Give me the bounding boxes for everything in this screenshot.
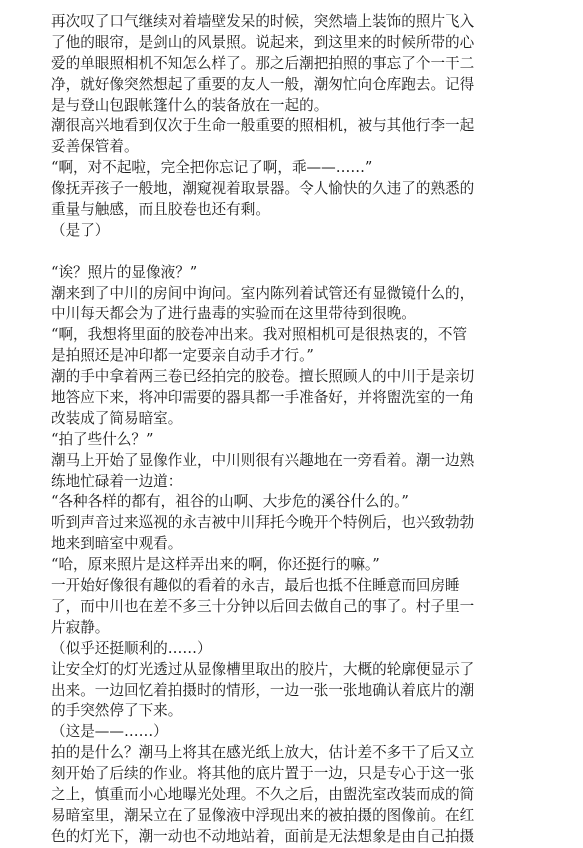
text-line: 易暗室里，潮呆立在了显像液中浮现出来的被拍摄的图像前。在红 xyxy=(51,806,475,824)
document-page xyxy=(51,12,535,848)
text-line: 让安全灯的灯光透过从显像槽里取出的胶片，大概的轮廓便显示了 xyxy=(51,660,475,678)
text-line: 的手突然停了下来。 xyxy=(51,702,183,720)
text-line: 潮来到了中川的房间中询问。室内陈列着试管还有显微镜什么的， xyxy=(51,284,475,302)
text-line: （似乎还挺顺利的……） xyxy=(51,639,212,657)
blank-line xyxy=(51,242,535,263)
text-line: 拍的是什么？潮马上将其在感光纸上放大，估计差不多干了后又立 xyxy=(51,744,475,762)
text-line: 刻开始了后续的作业。将其他的底片置于一边，只是专心于这一张 xyxy=(51,765,475,783)
text-line: “啊，对不起啦，完全把你忘记了啊，乖——……” xyxy=(51,159,373,177)
text-line: 练地忙碌着一边道： xyxy=(51,472,183,490)
text-line: 是与登山包跟帐篷什么的装备放在一起的。 xyxy=(51,96,329,114)
text-line: 色的灯光下，潮一动也不动地站着，面前是无法想象是由自己拍摄 xyxy=(51,827,475,845)
text-line: 像抚弄孩子一般地，潮窥视着取景器。令人愉快的久违了的熟悉的 xyxy=(51,180,475,198)
text-line: 了他的眼帘，是剑山的风景照。说起来，到这里来的时候所带的心 xyxy=(51,33,475,51)
text-line: 地来到暗室中观看。 xyxy=(51,535,183,553)
text-line: 是拍照还是冲印都一定要亲自动手才行。” xyxy=(51,347,314,365)
text-line: 中川每天都会为了进行蛊毒的实验而在这里带待到很晚。 xyxy=(51,305,416,323)
text-line: （这是——……） xyxy=(51,723,168,741)
text-line: “各种各样的都有，祖谷的山啊、大步危的溪谷什么的。” xyxy=(51,493,409,511)
text-line: 净，就好像突然想起了重要的友人一般，潮匆忙向仓库跑去。记得 xyxy=(51,75,475,93)
text-line: 爱的单眼照相机不知怎么样了。那之后潮把拍照的事忘了个一干二 xyxy=(51,54,475,72)
text-line: 潮马上开始了显像作业，中川则很有兴趣地在一旁看着。潮一边熟 xyxy=(51,451,475,469)
text-line: 之上，慎重而小心地曝光处理。不久之后，由盥洗室改装而成的简 xyxy=(51,785,475,803)
text-line: 妥善保管着。 xyxy=(51,138,139,156)
text-line: 片寂静。 xyxy=(51,618,110,636)
text-line: 出来。一边回忆着拍摄时的情形，一边一张一张地确认着底片的潮 xyxy=(51,681,475,699)
text-line: 重量与触感，而且胶卷也还有剩。 xyxy=(51,201,270,219)
text-line: 潮很高兴地看到仅次于生命一般重要的照相机，被与其他行李一起 xyxy=(51,117,475,135)
text-line: 一开始好像很有趣似的看着的永吉，最后也抵不住睡意而回房睡 xyxy=(51,577,460,595)
text-line: “啊，我想将里面的胶卷冲出来。我对照相机可是很热衷的，不管 xyxy=(51,326,468,344)
text-line: “诶？照片的显像液？” xyxy=(51,263,198,281)
text-line: “拍了些什么？” xyxy=(51,430,154,448)
text-line: 再次叹了口气继续对着墙壁发呆的时候，突然墙上装饰的照片飞入 xyxy=(51,13,475,30)
text-line: 改装成了简易暗室。 xyxy=(51,409,183,427)
text-line: 了，而中川也在差不多三十分钟以后回去做自己的事了。村子里一 xyxy=(51,597,475,615)
text-line: 地答应下来，将冲印需要的器具都一手准备好，并将盥洗室的一角 xyxy=(51,389,475,407)
text-line: “哈，原来照片是这样弄出来的啊，你还挺行的嘛。” xyxy=(51,556,380,574)
text-line: 潮的手中拿着两三卷已经拍完的胶卷。擅长照顾人的中川于是亲切 xyxy=(51,368,475,386)
text-line: 听到声音过来巡视的永吉被中川拜托今晚开个特例后，也兴致勃勃 xyxy=(51,514,475,532)
text-line: （是了） xyxy=(51,221,110,239)
